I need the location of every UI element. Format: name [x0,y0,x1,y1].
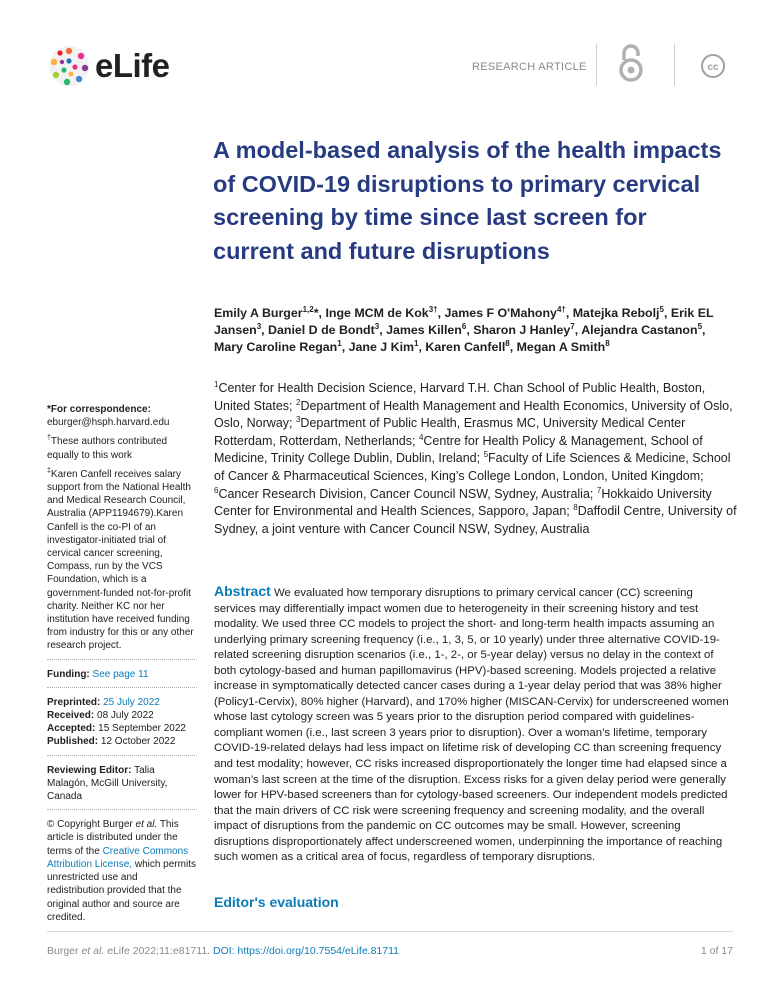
footer-journal: eLife 2022;11:e81711. [104,945,213,957]
equal-contribution-note [47,435,197,461]
author-name[interactable]: Erik EL Jansen [214,306,714,337]
accepted-date: 15 September 2022 [98,723,186,735]
sidebar-divider [47,809,197,810]
author-name[interactable]: Sharon J Hanley [473,323,571,337]
author-separator: , [379,323,387,337]
author-name[interactable]: James F O'Mahony [444,306,557,320]
sidebar-divider [47,687,197,688]
abstract [214,584,734,866]
affiliation-text: Hokkaido University Center for Environmental and Health Sciences, Sapporo, Japan; [214,486,712,519]
article-title: A model-based analysis of the health impacts of COVID-19 disruptions to primary cervical screening by time since last screen for current and future disruptions [213,137,722,264]
author-affiliation-sup: 7 [570,321,575,331]
affiliation-number: 7 [596,485,602,495]
author-separator: , [466,323,474,337]
author-name[interactable]: Megan A Smith [516,340,606,354]
page-number: 1 of 17 [700,945,733,957]
author-affiliation-sup: 6 [461,321,467,331]
funding-disclosure-note [47,468,197,653]
funding [47,668,197,681]
reviewing-editor [47,764,197,804]
affiliation-text: Department of Health Management and Health Economics, University of Oslo, Oslo, Norway; [214,398,733,431]
published-date: 12 October 2022 [100,736,176,748]
affiliation-text: Department of Public Health, Erasmus MC, University Medical Center Rotterdam, Rotterdam, Netherlands; [214,416,686,448]
author-affiliation-sup: 8 [505,338,510,348]
corresponding-mark: * [313,306,319,320]
author-separator: , [702,323,706,337]
author-separator: , [261,323,269,337]
affiliation-number: 5 [483,450,489,460]
accepted-label: Accepted: [47,723,96,735]
author-affiliation-sup: 4† [556,304,566,314]
correspondence [47,403,197,429]
cc-label: cc [707,62,719,73]
abstract-text: We evaluated how temporary disruptions to primary cervical cancer (CC) screening services may differentially impact women due to heterogeneity in their screening history and test modality. We used three CC models to project the short- and long-term health impacts assuming an underlying primary screening frequency (i.e., 1, 3, 5, or 10 yearly) under three alternative COVID-19-related screening disruption scenarios (i.e., 1-, 2-, or 5-year delay) versus no delay in the context of both cytology-based and human papillomavirus (HPV)-based screening. Models projected a relative increase in symptomatically detected cancer cases during a 1-year delay period that was 38% higher (Policy1-Cervix), 80% higher (Harvard), and 170% higher (MISCAN-Cervix) for underscreened women whose last cytology screen was 5 years prior to the disruption period compared with guidelines-compliant women (i.e., last screen 3 years prior to disruption). Over a woman’s lifetime, temporary COVID-19-related delays had less impact on lifetime risk of developing CC than screening frequency and test modality; however, CC risks increased disproportionately the longer time had elapsed since a woman’s last screen at the time of the disruption. Excess risks for a given delay period were generally lower for HPV-based screeners than for cytology-based screeners. Our independent models predicted that the main drivers of CC risk were screening frequency and screening modality, and the overall impact of disruptions from the pandemic on CC outcomes may be small. However, screening disruptions disproportionately affect underscreened women, underpinning the importance of reaching such women as a critical area of focus, regardless of temporary disruptions. [214,587,729,864]
open-access-icon[interactable] [619,44,643,87]
elife-logo[interactable] [47,44,177,88]
equal-text: These authors contributed equally to this work [47,436,168,461]
affiliation-text: Centre for Health Policy & Management, School of Medicine, Trinity College Dublin, Dublin, Ireland; [214,433,703,466]
author-separator: , [509,340,517,354]
copyright-notice [47,818,197,924]
copyright-pre: Copyright Burger [57,819,136,831]
funding-note-sup: ‡ [47,467,51,475]
footer-rule [47,931,733,932]
affiliation-text: Cancer Research Division, Cancer Council NSW, Sydney, Australia; [218,486,597,501]
footer-doi-link[interactable]: DOI: https://doi.org/10.7554/eLife.81711 [213,945,400,957]
affiliation-text: Daffodil Centre, University of Sydney, a joint venture with Cancer Council NSW, Sydney, Australia [214,504,737,536]
author-name[interactable]: Jane J Kim [348,340,415,354]
author-separator: , [663,306,671,320]
header-divider [596,44,597,86]
preprinted [47,696,197,709]
abstract-heading: Abstract [214,583,271,599]
author-affiliation-sup: 5 [697,321,703,331]
sidebar-divider [47,755,197,756]
editors-evaluation-heading[interactable]: Editor's evaluation [214,894,339,910]
license-link[interactable]: Creative Commons Attribution License, [47,845,189,870]
copyright-etal: et al. [135,819,158,831]
elife-logo-text: eLife [95,47,170,84]
sidebar-divider [47,659,197,660]
affiliation-number: 6 [214,485,219,495]
footer-etal: et al. [81,945,105,957]
author-separator: , [437,306,445,320]
received-date: 08 July 2022 [97,710,154,722]
affiliation-number: 2 [296,397,301,407]
affiliation-number: 3 [295,415,301,425]
author-affiliation-sup: 3 [374,321,380,331]
author-name[interactable]: Matejka Rebolj [572,306,660,320]
article-type-label: RESEARCH ARTICLE [472,61,587,73]
author-affiliation-sup: 1 [414,338,419,348]
funding-note-text: Karen Canfell receives salary support from the National Health and Medical Research Council, Australia (APP1194679).Karen Canfell is the co-PI of an investigator-initiated trial of cervical cancer screening, Compass, run by the VCS Foundation, which is a government-funded not-for-profit charity. Neither KC nor her institution have received funding from industry for this or any other research project. [47,468,194,652]
affiliation-number: 1 [214,379,219,389]
elife-logo-icon [47,44,91,88]
author-separator: , [574,323,582,337]
header-divider-2 [674,44,675,86]
author-affiliation-sup: 8 [605,338,610,348]
copyright-post: which permits unrestricted use and redistribution provided that the original author and source are credited. [47,858,196,923]
author-name[interactable]: Emily A Burger [214,306,303,320]
author-name[interactable]: James Killen [386,323,462,337]
author-affiliation-sup: 3† [428,304,438,314]
preprinted-label: Preprinted: [47,696,101,708]
correspondence-email[interactable]: eburger@hsph.harvard.edu [47,417,170,429]
correspondence-label: *For correspondence: [47,404,151,415]
author-name[interactable]: Daniel D de Bondt [268,323,375,337]
editor-name: Talia Malagón, McGill University, Canada [47,764,168,803]
copyright-icon: © [47,819,55,831]
author-separator: , [318,306,326,320]
sidebar [47,403,197,930]
author-separator: , [565,306,573,320]
accepted [47,722,197,735]
author-name[interactable]: Mary Caroline Regan [214,340,338,354]
author-affiliation-sup: 1 [337,338,342,348]
equal-sup: † [47,435,51,443]
affiliation-text: Center for Health Decision Science, Harvard T.H. Chan School of Public Health, Boston, United States; [214,381,706,413]
copyright-mid: This article is distributed under the terms of the [47,819,179,857]
author-name[interactable]: Alejandra Castanon [581,323,698,337]
published-label: Published: [47,736,99,748]
preprinted-link[interactable]: 25 July 2022 [103,696,160,708]
author-name[interactable]: Inge MCM de Kok [325,306,429,320]
affiliation-number: 8 [573,503,578,512]
published [47,735,197,748]
affiliation-text: Faculty of Life Sciences & Medicine, School of Cancer & Pharmaceutical Sciences, King’s College London, London, United Kingdom; [214,451,731,483]
editor-label: Reviewing Editor: [47,764,132,776]
author-separator: , [341,340,349,354]
affiliation-number: 4 [418,432,424,442]
author-list [214,305,734,356]
author-affiliation-sup: 5 [659,304,664,314]
footer-citation [47,945,399,957]
author-affiliation-sup: 3 [256,321,262,331]
received-label: Received: [47,710,95,722]
received [47,709,197,722]
funding-link[interactable]: See page 11 [92,668,149,680]
author-affiliation-sup: 1,2 [302,304,314,314]
author-separator: , [418,340,426,354]
funding-label: Funding: [47,668,90,680]
footer-author: Burger [47,945,82,957]
creative-commons-icon[interactable] [700,53,726,84]
affiliations [214,380,739,538]
author-name[interactable]: Karen Canfell [425,340,506,354]
